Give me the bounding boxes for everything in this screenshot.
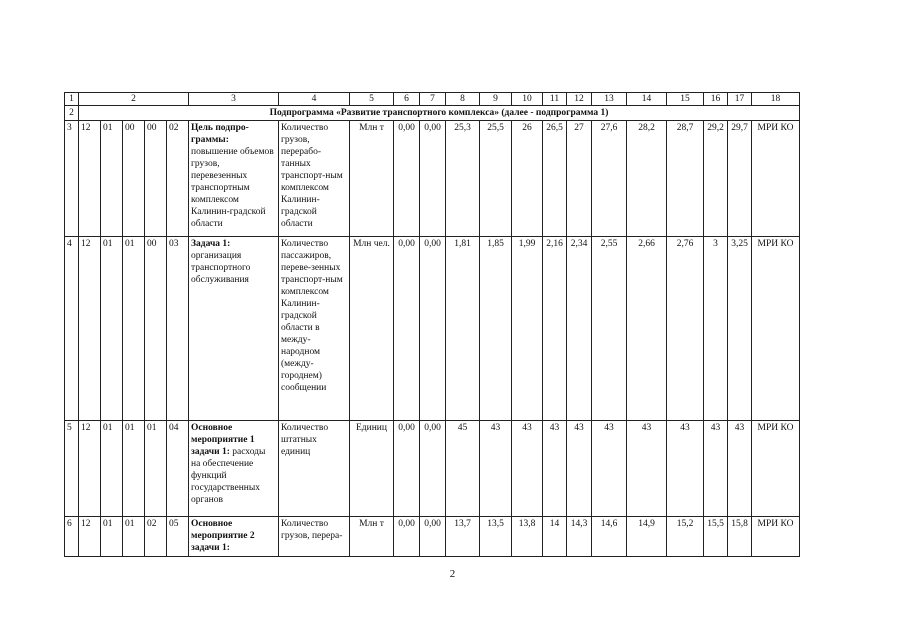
value-cell: 0,00: [420, 421, 446, 517]
value-cell: 3: [704, 237, 728, 421]
code-cell: 02: [167, 121, 189, 237]
row-number: 4: [65, 237, 79, 421]
unit-cell: Единиц: [350, 421, 394, 517]
header-col: 7: [420, 93, 446, 106]
page-number: 2: [449, 568, 456, 580]
table-row: [65, 517, 800, 557]
value-cell: 1,99: [512, 237, 543, 421]
name-bold: Цель подпро-граммы:: [191, 123, 249, 145]
value-cell: 43: [543, 421, 567, 517]
value-cell: 13,8: [512, 517, 543, 557]
value-cell: 2,76: [667, 237, 704, 421]
unit-cell: Млн т: [350, 517, 394, 557]
table-row: [65, 421, 800, 517]
value-cell: 0,00: [394, 121, 420, 237]
value-cell: 2,34: [567, 237, 592, 421]
name-bold: Основное мероприятие 1 задачи 1:: [191, 423, 255, 457]
header-numbers-row: [65, 93, 800, 106]
indicator-cell: Количество штатных единиц: [279, 421, 350, 517]
value-cell: 14,9: [627, 517, 667, 557]
header-col: 3: [189, 93, 279, 106]
name-cell: [189, 421, 279, 517]
header-col: 12: [567, 93, 592, 106]
name-cell: [189, 121, 279, 237]
value-cell: 0,00: [394, 237, 420, 421]
code-cell: 01: [101, 517, 123, 557]
unit-cell: Млн чел.: [350, 237, 394, 421]
code-cell: 12: [79, 121, 101, 237]
value-cell: 29,7: [728, 121, 752, 237]
indicator-cell: Количество пассажиров, переве-зенных транспорт-ным комплексом Калинин-градской области в между-народном (между-городнем) сообщении: [279, 237, 350, 421]
value-cell: 43: [704, 421, 728, 517]
table-row: [65, 237, 800, 421]
code-cell: 04: [167, 421, 189, 517]
header-col: 11: [543, 93, 567, 106]
value-cell: 13,5: [480, 517, 512, 557]
header-col: 9: [480, 93, 512, 106]
value-cell: 14,3: [567, 517, 592, 557]
table-row: [65, 121, 800, 237]
value-cell: 27: [567, 121, 592, 237]
value-cell: 0,00: [394, 517, 420, 557]
code-cell: 00: [145, 121, 167, 237]
value-cell: 14,6: [592, 517, 627, 557]
value-cell: 0,00: [394, 421, 420, 517]
value-cell: 27,6: [592, 121, 627, 237]
value-cell: 26,5: [543, 121, 567, 237]
code-cell: 05: [167, 517, 189, 557]
header-col: 14: [627, 93, 667, 106]
value-cell: 2,66: [627, 237, 667, 421]
value-cell: 43: [480, 421, 512, 517]
responsible-cell: МРИ КО: [752, 421, 800, 517]
code-cell: 12: [79, 517, 101, 557]
value-cell: 26: [512, 121, 543, 237]
name-cell: [189, 517, 279, 557]
value-cell: 45: [446, 421, 480, 517]
code-cell: 00: [123, 121, 145, 237]
name-text: организация транспортного обслуживания: [191, 251, 251, 285]
subprogram-row: [65, 106, 800, 121]
value-cell: 25,5: [480, 121, 512, 237]
subprogram-title: Подпрограмма «Развитие транспортного комплекса» (далее - подпрограмма 1): [79, 106, 800, 121]
code-cell: 03: [167, 237, 189, 421]
code-cell: 12: [79, 421, 101, 517]
header-col: 18: [752, 93, 800, 106]
value-cell: 43: [592, 421, 627, 517]
value-cell: 43: [728, 421, 752, 517]
value-cell: 3,25: [728, 237, 752, 421]
code-cell: 01: [101, 121, 123, 237]
header-col: 5: [350, 93, 394, 106]
value-cell: 14: [543, 517, 567, 557]
indicator-table-page: [64, 92, 800, 557]
value-cell: 2,16: [543, 237, 567, 421]
value-cell: 1,81: [446, 237, 480, 421]
value-cell: 0,00: [420, 121, 446, 237]
header-col: 10: [512, 93, 543, 106]
value-cell: 13,7: [446, 517, 480, 557]
code-cell: 01: [123, 237, 145, 421]
unit-cell: Млн т: [350, 121, 394, 237]
value-cell: 43: [627, 421, 667, 517]
header-col: 17: [728, 93, 752, 106]
value-cell: 29,2: [704, 121, 728, 237]
code-cell: 12: [79, 237, 101, 421]
code-cell: 02: [145, 517, 167, 557]
name-text: расходы на обеспечение функций государственных органов: [191, 447, 266, 505]
row-number: 5: [65, 421, 79, 517]
header-col: 6: [394, 93, 420, 106]
header-col: 1: [65, 93, 79, 106]
value-cell: 43: [567, 421, 592, 517]
header-col: 15: [667, 93, 704, 106]
header-col: 13: [592, 93, 627, 106]
value-cell: 43: [667, 421, 704, 517]
indicator-cell: Количество грузов, перера-: [279, 517, 350, 557]
code-cell: 01: [145, 421, 167, 517]
code-cell: 01: [123, 517, 145, 557]
responsible-cell: МРИ КО: [752, 121, 800, 237]
value-cell: 1,85: [480, 237, 512, 421]
value-cell: 2,55: [592, 237, 627, 421]
value-cell: 15,8: [728, 517, 752, 557]
name-bold: Основное мероприятие 2 задачи 1:: [191, 519, 255, 553]
value-cell: 28,7: [667, 121, 704, 237]
row-number: 2: [65, 106, 79, 121]
indicators-table: [64, 92, 800, 557]
code-cell: 00: [145, 237, 167, 421]
row-number: 3: [65, 121, 79, 237]
code-cell: 01: [123, 421, 145, 517]
value-cell: 43: [512, 421, 543, 517]
value-cell: 0,00: [420, 237, 446, 421]
value-cell: 28,2: [627, 121, 667, 237]
value-cell: 25,3: [446, 121, 480, 237]
responsible-cell: МРИ КО: [752, 517, 800, 557]
code-cell: 01: [101, 237, 123, 421]
header-col: 2: [79, 93, 189, 106]
value-cell: 0,00: [420, 517, 446, 557]
header-col: 8: [446, 93, 480, 106]
value-cell: 15,2: [667, 517, 704, 557]
header-col: 16: [704, 93, 728, 106]
name-bold: Задача 1:: [191, 239, 231, 249]
name-text: повышение объемов грузов, перевезенных транспортным комплексом Калинин-градской области: [191, 147, 274, 229]
value-cell: 15,5: [704, 517, 728, 557]
name-cell: [189, 237, 279, 421]
header-col: 4: [279, 93, 350, 106]
row-number: 6: [65, 517, 79, 557]
code-cell: 01: [101, 421, 123, 517]
indicator-cell: Количество грузов, перерабо-танных транспорт-ным комплексом Калинин-градской области: [279, 121, 350, 237]
responsible-cell: МРИ КО: [752, 237, 800, 421]
